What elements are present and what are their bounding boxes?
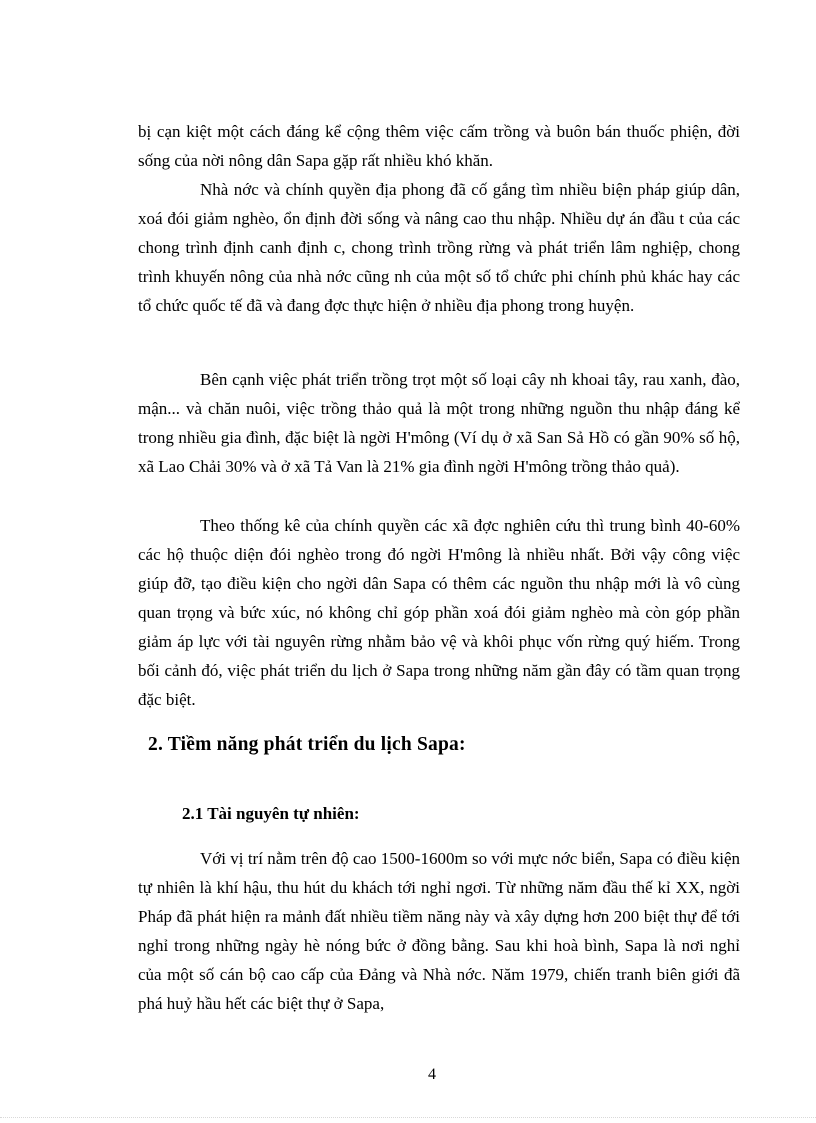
page-number: 4 xyxy=(428,1066,436,1083)
paragraph-1: bị cạn kiệt một cách đáng kể cộng thêm việc cấm trồng và buôn bán thuốc phiện, đời sống của nời nông dân Sapa gặp rất nhiều khó khăn. xyxy=(138,122,740,170)
paragraph-3: Bên cạnh việc phát triển trồng trọt một số loại cây nh khoai tây, rau xanh, đào, mận... và chăn nuôi, việc trồng thảo quả là một trong những nguồn thu nhập đáng kể trong nhiều gia đình, đặc biệt là ngời H'mông (Ví dụ ở xã San Sả Hồ có gần 90% số hộ, xã Lao Chải 30% và ở xã Tả Van là 21% gia đình ngời H'mông trồng thảo quả). xyxy=(138,370,740,476)
section-heading: 2. Tiềm năng phát triển du lịch Sapa: xyxy=(148,734,466,755)
subsection-heading: 2.1 Tài nguyên tự nhiên: xyxy=(182,804,360,823)
paragraph-4: Theo thống kê của chính quyền các xã đợc nghiên cứu thì trung bình 40-60% các hộ thuộc diện đói nghèo trong đó ngời H'mông là nhiều nhất. Bởi vậy công việc giúp đỡ, tạo điều kiện cho ngời dân Sapa có thêm các nguồn thu nhập mới là vô cùng quan trọng và bức xúc, nó không chỉ góp phần xoá đói giảm nghèo mà còn góp phần giảm áp lực với tài nguyên rừng nhằm bảo vệ và khôi phục vốn rừng quý hiếm. Trong bối cảnh đó, việc phát triển du lịch ở Sapa trong những năm gần đây có tầm quan trọng đặc biệt. xyxy=(138,516,740,709)
page-bottom-divider xyxy=(0,1117,816,1118)
paragraph-2: Nhà nớc và chính quyền địa phong đã cố gắng tìm nhiều biện pháp giúp dân, xoá đói giảm nghèo, ổn định đời sống và nâng cao thu nhập. Nhiều dự án đầu t của các chong trình định canh định c, chong trình trồng rừng và phát triển lâm nghiệp, chong trình khuyến nông của nhà nớc cũng nh của một số tổ chức phi chính phủ khác hay các tổ chức quốc tế đã và đang đợc thực hiện ở nhiều địa phong trong huyện. xyxy=(138,180,740,315)
subsection-paragraph: Với vị trí nằm trên độ cao 1500-1600m so với mực nớc biển, Sapa có điều kiện tự nhiên là khí hậu, thu hút du khách tới nghỉ ngơi. Từ những năm đầu thế kỉ XX, ngời Pháp đã phát hiện ra mảnh đất nhiều tiềm năng này và xây dựng hơn 200 biệt thự để tới nghỉ trong những ngày hè nóng bức ở đồng bằng. Sau khi hoà bình, Sapa là nơi nghỉ của một số cán bộ cao cấp của Đảng và Nhà nớc. Năm 1979, chiến tranh biên giới đã phá huỷ hầu hết các biệt thự ở Sapa, xyxy=(138,849,740,1013)
